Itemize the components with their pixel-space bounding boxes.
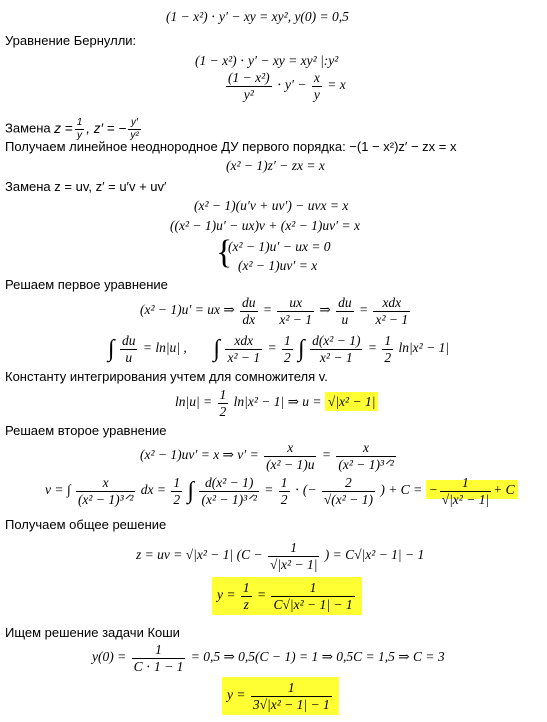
constant-label: Константу интегрирования учтем для сомножителя v. bbox=[5, 369, 328, 384]
linear-label: Получаем линейное неоднородное ДУ первого порядка: −(1 − x²)z′ − zx = x bbox=[5, 139, 457, 154]
subst2-eq2: ((x² − 1)u′ − ux)v + (x² − 1)uv′ = x bbox=[170, 218, 360, 233]
general-label: Получаем общее решение bbox=[5, 517, 167, 532]
bernoulli-eq1: (1 − x²) ⋅ y′ − xy = xy² |:y² bbox=[195, 53, 339, 68]
initial-equation: (1 − x²) ⋅ y′ − xy = xy², y(0) = 0,5 bbox=[166, 9, 349, 24]
system-eq2: (x² − 1)uv′ = x bbox=[238, 258, 318, 273]
highlight-u: √|x² − 1| bbox=[325, 392, 378, 411]
cauchy-eq: y(0) = $\frac{1}{C \cdot 1 - 1}$ = 0,5 ⇒ 0,5(C − 1) = 1 ⇒ 0,5C = 1,5 ⇒ C = 3 bbox=[92, 642, 445, 674]
system-eq1: (x² − 1)u′ − ux = 0 bbox=[228, 239, 331, 254]
highlight-final: y = $\frac{1}{\text{3√|x² − 1| − 1}}$ bbox=[222, 677, 339, 715]
second-eq2: v = ∫ $\frac{x}{\text{(x² − 1)³ᐟ²}}$ dx = $\frac{1}{2}$ ∫ $\frac{\text{d(x² − 1)}}{\text{(x² − 1)³ᐟ²}}$ = $\frac{1}{2}$ ⋅ (− $\frac{2}{\text{√(x² − 1)}}$ ) + C = − $\frac{1}{\text{√|x² − 1|}}$ + C bbox=[45, 475, 518, 507]
bernoulli-label: Уравнение Бернулли: bbox=[5, 33, 137, 48]
second-label: Решаем второе уравнение bbox=[5, 423, 167, 438]
highlight-v: − $\frac{1}{\text{√|x² − 1|}}$ + C bbox=[426, 480, 518, 499]
first-eq: (x² − 1)u′ = ux ⇒ $\frac{du}{dx}$ = $\frac{ux}{\text{x² − 1}}$ ⇒ $\frac{du}{u}$ = $\frac{\text{xdx}}{\text{x² − 1}}$ bbox=[140, 295, 409, 327]
subst2-eq1: (x² − 1)(u′v + uv′) − uvx = x bbox=[194, 198, 349, 213]
highlight-general: y = $\frac{1}{z}$ = $\frac{1}{\text{C√|x² − 1| − 1}}$ bbox=[212, 577, 362, 615]
first-label: Решаем первое уравнение bbox=[5, 277, 168, 292]
final-solution bbox=[222, 677, 339, 715]
substitution-2: Замена z = uv, z′ = u′v + uv′ bbox=[5, 179, 167, 194]
constant-eq: ln|u| = $\frac{1}{2}$ ln|x² − 1| ⇒ u = √|x² − 1| bbox=[175, 387, 378, 419]
general-eq: z = uv = √|x² − 1| (C − $\frac{1}{\text{√|x² − 1|}}$ ) = C√|x² − 1| − 1 bbox=[136, 540, 425, 572]
first-integrals: ∫ $\frac{du}{u}$ = ln|u| , ∫ $\frac{\text{xdx}}{\text{x² − 1}}$ = $\frac{1}{2}$ ∫ $\frac{\text{d(x² − 1)}}{\text{x² − 1}}$ = $\frac{1}{2}$ ln|x² − 1| bbox=[108, 333, 450, 365]
linear-eq: (x² − 1)z′ − zx = x bbox=[226, 158, 325, 173]
substitution-1: Замена z = $\frac{1}{y}$ , z′ = − $\frac{y'}{\text{y²}}$ bbox=[5, 117, 139, 141]
second-eq1: (x² − 1)uv′ = x ⇒ v′ = $\frac{x}{\text{(x² − 1)u}}$ = $\frac{x}{\text{(x² − 1)³ᐟ²}}$ bbox=[140, 440, 394, 472]
system-brace: { bbox=[216, 234, 233, 271]
bernoulli-eq2: $\frac{\text{(1 − x²)}}{\text{y²}}$ ⋅ y′ − $\frac{x}{y}$ = x bbox=[228, 70, 346, 102]
general-solution bbox=[212, 577, 362, 615]
cauchy-label: Ищем решение задачи Коши bbox=[5, 625, 180, 640]
